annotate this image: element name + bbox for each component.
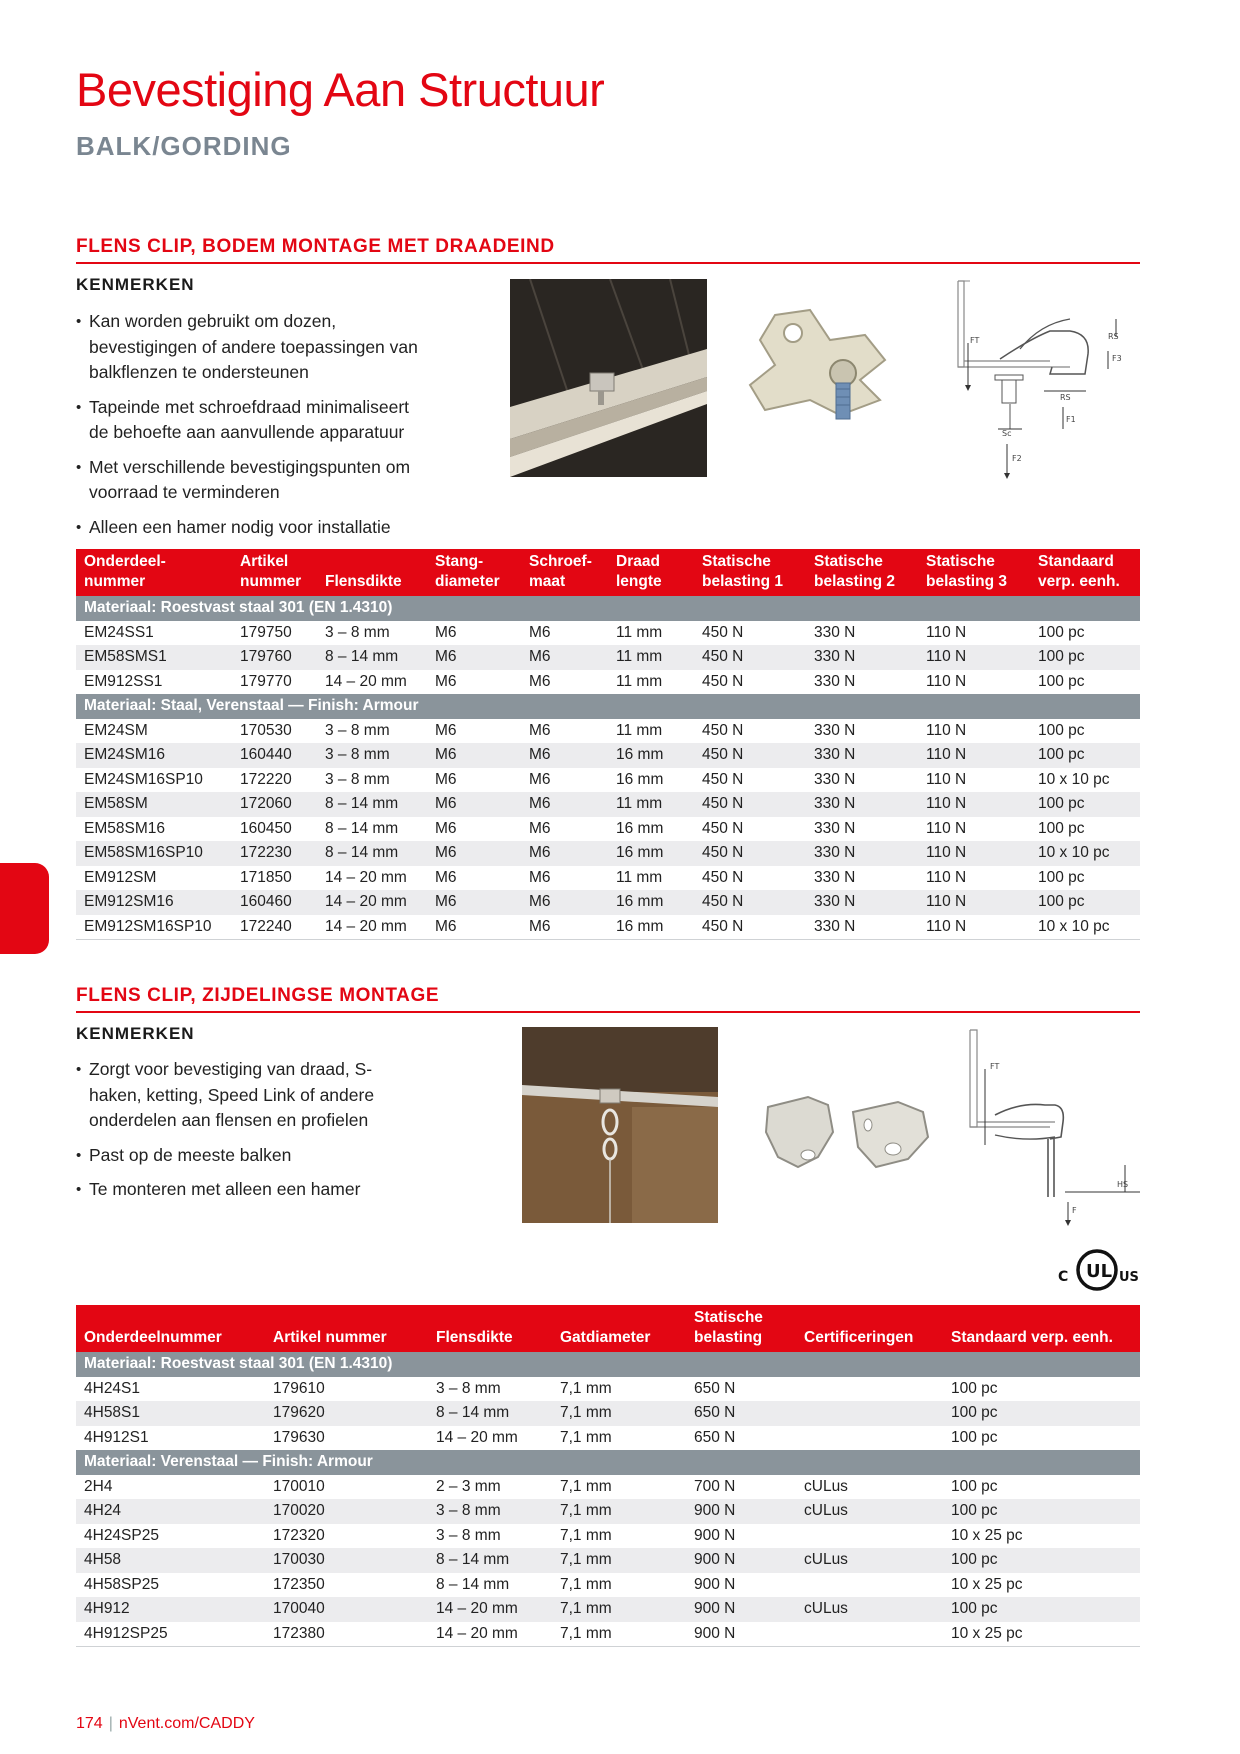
- table-cell: 100 pc: [1030, 743, 1140, 768]
- table-cell: 650 N: [686, 1377, 796, 1402]
- table-row: [76, 1548, 1140, 1573]
- column-header: Statische belasting 1: [694, 549, 806, 596]
- table-cell: M6: [521, 866, 608, 891]
- table-cell: 10 x 25 pc: [943, 1573, 1140, 1598]
- side-clip-dimension-diagram: [955, 1027, 1145, 1227]
- table-cell: M6: [521, 670, 608, 695]
- table-cell: EM24SS1: [76, 621, 232, 646]
- table-cell: 110 N: [918, 817, 1030, 842]
- feature-item: • Alleen een hamer nodig voor installatie: [76, 515, 446, 541]
- table-cell: M6: [427, 621, 521, 646]
- table-cell: [796, 1401, 943, 1426]
- table-cell: 16 mm: [608, 841, 694, 866]
- table-cell: 7,1 mm: [552, 1377, 686, 1402]
- table-row: [76, 768, 1140, 793]
- table-cell: 8 – 14 mm: [428, 1573, 552, 1598]
- table-cell: 11 mm: [608, 645, 694, 670]
- table-cell: 450 N: [694, 621, 806, 646]
- table-cell: M6: [521, 915, 608, 940]
- dim-label: FT: [990, 1062, 1000, 1071]
- table-cell: 4H24SP25: [76, 1524, 265, 1549]
- table-cell: 170010: [265, 1475, 428, 1500]
- table-cell: 100 pc: [943, 1475, 1140, 1500]
- table-cell: 450 N: [694, 743, 806, 768]
- table-cell: 330 N: [806, 743, 918, 768]
- table-cell: 110 N: [918, 792, 1030, 817]
- feature-item: • Tapeinde met schroefdraad minimaliseert de behoefte aan aanvullende apparatuur: [76, 395, 419, 446]
- column-header: Standaard verp. eenh.: [1030, 549, 1140, 596]
- table-cell: 11 mm: [608, 866, 694, 891]
- table-cell: [796, 1426, 943, 1451]
- table-cell: 100 pc: [943, 1548, 1140, 1573]
- table-row: [76, 792, 1140, 817]
- table-cell: cULus: [796, 1475, 943, 1500]
- table-cell: EM24SM16SP10: [76, 768, 232, 793]
- material-label: Materiaal: Roestvast staal 301 (EN 1.4310): [76, 596, 1140, 621]
- table-cell: 7,1 mm: [552, 1426, 686, 1451]
- table-cell: 14 – 20 mm: [317, 670, 427, 695]
- feature-item: • Te monteren met alleen een hamer: [76, 1177, 376, 1203]
- table-cell: 110 N: [918, 915, 1030, 940]
- table-row: [76, 1622, 1140, 1647]
- table-row: [76, 645, 1140, 670]
- table-cell: 16 mm: [608, 743, 694, 768]
- table-cell: 170530: [232, 719, 317, 744]
- dim-label: F3: [1112, 354, 1122, 363]
- table-cell: 900 N: [686, 1573, 796, 1598]
- table-cell: 4H24: [76, 1499, 265, 1524]
- table-cell: 14 – 20 mm: [428, 1426, 552, 1451]
- svg-text:C: C: [1058, 1269, 1069, 1285]
- table-cell: 330 N: [806, 670, 918, 695]
- table-cell: 170040: [265, 1597, 428, 1622]
- svg-text:UL: UL: [1086, 1261, 1113, 1282]
- table-cell: M6: [427, 743, 521, 768]
- table-cell: M6: [521, 645, 608, 670]
- column-header: Statische belasting 2: [806, 549, 918, 596]
- table-cell: 172380: [265, 1622, 428, 1647]
- section1-feature-list: [76, 309, 446, 549]
- table-cell: 14 – 20 mm: [317, 866, 427, 891]
- dim-label: RS: [1060, 393, 1071, 402]
- table-cell: M6: [427, 719, 521, 744]
- table-cell: 14 – 20 mm: [317, 890, 427, 915]
- table-row: [76, 890, 1140, 915]
- table-cell: 8 – 14 mm: [317, 792, 427, 817]
- table-cell: M6: [521, 621, 608, 646]
- table-cell: [796, 1622, 943, 1647]
- table-cell: 330 N: [806, 817, 918, 842]
- table-cell: 450 N: [694, 768, 806, 793]
- table-cell: 3 – 8 mm: [428, 1524, 552, 1549]
- table-cell: 110 N: [918, 645, 1030, 670]
- table-cell: 110 N: [918, 890, 1030, 915]
- column-header: Statische belasting 3: [918, 549, 1030, 596]
- material-group-row: [76, 1352, 1140, 1377]
- table-cell: cULus: [796, 1597, 943, 1622]
- column-header: Stang- diameter: [427, 549, 521, 596]
- table-cell: 450 N: [694, 719, 806, 744]
- table-cell: EM912SM16: [76, 890, 232, 915]
- table-cell: 170020: [265, 1499, 428, 1524]
- table-cell: 7,1 mm: [552, 1499, 686, 1524]
- table-row: [76, 1573, 1140, 1598]
- feature-item: • Met verschillende bevestigingspunten om voorraad te verminderen: [76, 455, 419, 506]
- column-header: Flensdikte: [317, 549, 427, 596]
- table-cell: M6: [521, 890, 608, 915]
- table-cell: M6: [427, 866, 521, 891]
- table-cell: M6: [427, 670, 521, 695]
- table-cell: [796, 1377, 943, 1402]
- table-cell: 100 pc: [943, 1401, 1140, 1426]
- table-cell: 7,1 mm: [552, 1573, 686, 1598]
- table-cell: 10 x 10 pc: [1030, 841, 1140, 866]
- table-cell: 450 N: [694, 817, 806, 842]
- page-number: 174: [76, 1715, 103, 1732]
- section2-features-heading: KENMERKEN: [76, 1024, 195, 1043]
- table-cell: 100 pc: [943, 1499, 1140, 1524]
- table-row: [76, 915, 1140, 940]
- table-cell: 179750: [232, 621, 317, 646]
- table-cell: 3 – 8 mm: [317, 621, 427, 646]
- page-subtitle: BALK/GORDING: [76, 131, 292, 161]
- table-cell: 330 N: [806, 621, 918, 646]
- column-header: Draad lengte: [608, 549, 694, 596]
- table-cell: EM58SM: [76, 792, 232, 817]
- table-cell: M6: [427, 645, 521, 670]
- side-clip-product-photo: [758, 1087, 936, 1175]
- material-group-row: [76, 694, 1140, 719]
- table-cell: EM912SS1: [76, 670, 232, 695]
- table-cell: 2 – 3 mm: [428, 1475, 552, 1500]
- material-group-row: [76, 596, 1140, 621]
- table-cell: 172230: [232, 841, 317, 866]
- table-cell: 450 N: [694, 670, 806, 695]
- table-cell: 4H912: [76, 1597, 265, 1622]
- table-cell: M6: [427, 841, 521, 866]
- column-header: Onderdeelnummer: [76, 1305, 265, 1352]
- table-cell: 450 N: [694, 792, 806, 817]
- table-cell: [796, 1573, 943, 1598]
- table-cell: 100 pc: [1030, 719, 1140, 744]
- svg-text:US: US: [1119, 1270, 1139, 1285]
- column-header: Standaard verp. eenh.: [943, 1305, 1140, 1352]
- table-cell: EM58SMS1: [76, 645, 232, 670]
- table-cell: 10 x 10 pc: [1030, 915, 1140, 940]
- table-cell: 330 N: [806, 890, 918, 915]
- table-cell: 100 pc: [1030, 645, 1140, 670]
- table-cell: 110 N: [918, 719, 1030, 744]
- table-row: [76, 817, 1140, 842]
- table-cell: EM58SM16: [76, 817, 232, 842]
- section2-title: FLENS CLIP, ZIJDELINGSE MONTAGE: [76, 985, 440, 1006]
- table-cell: EM912SM: [76, 866, 232, 891]
- dim-label: FT: [970, 336, 980, 345]
- table-cell: EM58SM16SP10: [76, 841, 232, 866]
- table-cell: 3 – 8 mm: [428, 1377, 552, 1402]
- footer-link[interactable]: nVent.com/CADDY: [118, 1715, 255, 1732]
- table-cell: 110 N: [918, 621, 1030, 646]
- table-cell: M6: [521, 817, 608, 842]
- table-cell: 10 x 25 pc: [943, 1622, 1140, 1647]
- table-header-row: [76, 549, 1140, 596]
- table-cell: 450 N: [694, 890, 806, 915]
- table-cell: 450 N: [694, 841, 806, 866]
- table-row: [76, 1401, 1140, 1426]
- table-cell: 7,1 mm: [552, 1622, 686, 1647]
- table-cell: 8 – 14 mm: [428, 1401, 552, 1426]
- table-cell: 4H58: [76, 1548, 265, 1573]
- dim-label: Sc: [1002, 429, 1012, 438]
- feature-item: • Zorgt voor bevestiging van draad, S-haken, ketting, Speed Link of andere onderdelen aan flensen en profielen: [76, 1057, 376, 1134]
- column-header: Gatdiameter: [552, 1305, 686, 1352]
- section1-features-heading: KENMERKEN: [76, 275, 195, 294]
- table-cell: 179760: [232, 645, 317, 670]
- table-cell: 16 mm: [608, 890, 694, 915]
- table-cell: M6: [427, 817, 521, 842]
- table-row: [76, 1426, 1140, 1451]
- section1-title: FLENS CLIP, BODEM MONTAGE MET DRAADEIND: [76, 236, 555, 257]
- table-cell: EM24SM16: [76, 743, 232, 768]
- table-cell: 650 N: [686, 1426, 796, 1451]
- table-row: [76, 719, 1140, 744]
- table-row: [76, 743, 1140, 768]
- feature-item: • Kan worden gebruikt om dozen, bevestigingen of andere toepassingen van balkflenzen te ondersteunen: [76, 309, 446, 386]
- table-cell: 110 N: [918, 866, 1030, 891]
- table-cell: 110 N: [918, 841, 1030, 866]
- table-cell: 179770: [232, 670, 317, 695]
- page-title: Bevestiging Aan Structuur: [76, 63, 605, 116]
- table-cell: 330 N: [806, 792, 918, 817]
- column-header: Schroef- maat: [521, 549, 608, 596]
- table-cell: 3 – 8 mm: [428, 1499, 552, 1524]
- table-cell: 2H4: [76, 1475, 265, 1500]
- table-cell: 3 – 8 mm: [317, 719, 427, 744]
- table-cell: 100 pc: [1030, 890, 1140, 915]
- section2-feature-list: [76, 1057, 376, 1212]
- table-cell: 4H912SP25: [76, 1622, 265, 1647]
- table-cell: 7,1 mm: [552, 1548, 686, 1573]
- section2-divider: [76, 1011, 1140, 1013]
- table-cell: EM24SM: [76, 719, 232, 744]
- table-row: [76, 1499, 1140, 1524]
- clip-product-photo: [735, 305, 900, 440]
- table-cell: 16 mm: [608, 915, 694, 940]
- table-cell: M6: [521, 719, 608, 744]
- table-cell: 3 – 8 mm: [317, 743, 427, 768]
- table-cell: 160460: [232, 890, 317, 915]
- material-label: Materiaal: Roestvast staal 301 (EN 1.4310): [76, 1352, 1140, 1377]
- feature-item: • Past op de meeste balken: [76, 1143, 376, 1169]
- table-cell: 172350: [265, 1573, 428, 1598]
- page-footer: 174 | nVent.com/CADDY: [76, 1715, 255, 1732]
- material-label: Materiaal: Staal, Verenstaal — Finish: Armour: [76, 694, 1140, 719]
- dim-label: F: [1072, 1206, 1077, 1215]
- table-cell: 7,1 mm: [552, 1475, 686, 1500]
- table-row: [76, 1524, 1140, 1549]
- column-header: Statische belasting: [686, 1305, 796, 1352]
- table-cell: 179630: [265, 1426, 428, 1451]
- section1-spec-table: [76, 549, 1140, 940]
- table-cell: 450 N: [694, 915, 806, 940]
- table-cell: 100 pc: [1030, 670, 1140, 695]
- table-row: [76, 670, 1140, 695]
- table-cell: 172060: [232, 792, 317, 817]
- table-cell: 172320: [265, 1524, 428, 1549]
- table-cell: M6: [521, 768, 608, 793]
- table-cell: 100 pc: [1030, 817, 1140, 842]
- cul-us-certification-icon: [1058, 1247, 1142, 1298]
- table-cell: M6: [427, 915, 521, 940]
- material-label: Materiaal: Verenstaal — Finish: Armour: [76, 1450, 1140, 1475]
- table-cell: 110 N: [918, 670, 1030, 695]
- side-clip-installed-photo: [522, 1027, 718, 1223]
- table-cell: 110 N: [918, 768, 1030, 793]
- table-cell: 450 N: [694, 866, 806, 891]
- table-cell: M6: [521, 743, 608, 768]
- dim-label: HS: [1117, 1180, 1129, 1189]
- table-cell: cULus: [796, 1499, 943, 1524]
- table-cell: M6: [427, 768, 521, 793]
- table-cell: 14 – 20 mm: [317, 915, 427, 940]
- table-cell: 4H58SP25: [76, 1573, 265, 1598]
- section1-divider: [76, 262, 1140, 264]
- table-cell: 100 pc: [1030, 621, 1140, 646]
- table-cell: 10 x 25 pc: [943, 1524, 1140, 1549]
- column-header: Flensdikte: [428, 1305, 552, 1352]
- table-row: [76, 841, 1140, 866]
- table-cell: EM912SM16SP10: [76, 915, 232, 940]
- dim-label: F2: [1012, 454, 1022, 463]
- table-cell: 330 N: [806, 915, 918, 940]
- table-cell: 16 mm: [608, 768, 694, 793]
- dim-label: RS: [1108, 332, 1119, 341]
- table-row: [76, 1475, 1140, 1500]
- table-cell: 100 pc: [1030, 866, 1140, 891]
- table-cell: 900 N: [686, 1499, 796, 1524]
- table-cell: 900 N: [686, 1524, 796, 1549]
- table-cell: 4H58S1: [76, 1401, 265, 1426]
- table-cell: 170030: [265, 1548, 428, 1573]
- table-cell: 8 – 14 mm: [317, 645, 427, 670]
- table-cell: 7,1 mm: [552, 1597, 686, 1622]
- table-cell: 330 N: [806, 645, 918, 670]
- table-cell: 11 mm: [608, 719, 694, 744]
- table-cell: 16 mm: [608, 817, 694, 842]
- table-cell: 900 N: [686, 1548, 796, 1573]
- table-cell: 172220: [232, 768, 317, 793]
- table-cell: 650 N: [686, 1401, 796, 1426]
- table-cell: 171850: [232, 866, 317, 891]
- table-cell: cULus: [796, 1548, 943, 1573]
- column-header: Artikel nummer: [232, 549, 317, 596]
- column-header: Certificeringen: [796, 1305, 943, 1352]
- table-cell: 450 N: [694, 645, 806, 670]
- table-cell: 100 pc: [943, 1597, 1140, 1622]
- table-cell: 900 N: [686, 1597, 796, 1622]
- table-cell: 7,1 mm: [552, 1524, 686, 1549]
- table-cell: 172240: [232, 915, 317, 940]
- column-header: Artikel nummer: [265, 1305, 428, 1352]
- table-cell: 14 – 20 mm: [428, 1622, 552, 1647]
- table-cell: M6: [427, 792, 521, 817]
- table-cell: 11 mm: [608, 792, 694, 817]
- table-cell: 3 – 8 mm: [317, 768, 427, 793]
- table-cell: 100 pc: [943, 1426, 1140, 1451]
- table-cell: M6: [521, 792, 608, 817]
- clip-dimension-diagram: [940, 279, 1140, 479]
- table-cell: 11 mm: [608, 670, 694, 695]
- table-cell: 100 pc: [1030, 792, 1140, 817]
- table-header-row: [76, 1305, 1140, 1352]
- table-cell: [796, 1524, 943, 1549]
- table-cell: 10 x 10 pc: [1030, 768, 1140, 793]
- table-cell: 8 – 14 mm: [428, 1548, 552, 1573]
- table-cell: 330 N: [806, 719, 918, 744]
- table-row: [76, 1377, 1140, 1402]
- table-row: [76, 621, 1140, 646]
- dim-label: F1: [1066, 415, 1076, 424]
- table-cell: 110 N: [918, 743, 1030, 768]
- table-cell: 179620: [265, 1401, 428, 1426]
- section2-spec-table: [76, 1305, 1140, 1647]
- column-header: Onderdeel- nummer: [76, 549, 232, 596]
- table-cell: 8 – 14 mm: [317, 841, 427, 866]
- table-cell: 900 N: [686, 1622, 796, 1647]
- table-cell: M6: [427, 890, 521, 915]
- table-cell: 11 mm: [608, 621, 694, 646]
- table-cell: 4H24S1: [76, 1377, 265, 1402]
- table-row: [76, 1597, 1140, 1622]
- table-row: [76, 866, 1140, 891]
- table-cell: 179610: [265, 1377, 428, 1402]
- chapter-tab: [0, 863, 49, 954]
- table-cell: 700 N: [686, 1475, 796, 1500]
- table-cell: 14 – 20 mm: [428, 1597, 552, 1622]
- table-cell: M6: [521, 841, 608, 866]
- table-cell: 7,1 mm: [552, 1401, 686, 1426]
- table-cell: 330 N: [806, 768, 918, 793]
- table-cell: 330 N: [806, 841, 918, 866]
- table-cell: 100 pc: [943, 1377, 1140, 1402]
- table-cell: 4H912S1: [76, 1426, 265, 1451]
- table-cell: 8 – 14 mm: [317, 817, 427, 842]
- table-cell: 330 N: [806, 866, 918, 891]
- material-group-row: [76, 1450, 1140, 1475]
- table-cell: 160440: [232, 743, 317, 768]
- installed-clip-photo: [510, 279, 707, 477]
- table-cell: 160450: [232, 817, 317, 842]
